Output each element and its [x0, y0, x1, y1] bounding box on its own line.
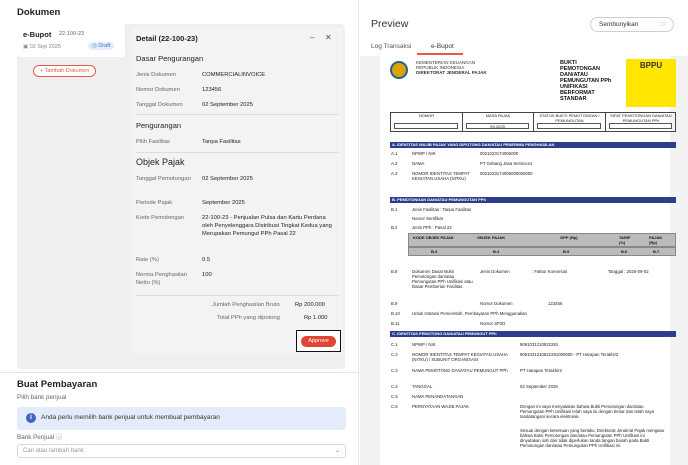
fasilitas-value: Tanpa Fasilitas	[202, 139, 241, 145]
row-value: PT Harapan Terakhir2	[520, 368, 562, 373]
garuda-logo-icon	[390, 61, 408, 79]
row-label: Jenis Fasilitas : Tanpa Fasilitas	[412, 207, 472, 212]
total-label: Total PPh yang dipotong	[217, 315, 280, 321]
dokumen-title: Dokumen	[17, 7, 61, 18]
row-label: PERNYATAAN WAJIB PAJAK	[412, 404, 469, 409]
row-no: C.3	[391, 368, 398, 373]
nomor-header: NOMOR	[418, 113, 435, 118]
row-no: C.6	[391, 404, 398, 409]
th-b5: B.5	[563, 249, 570, 254]
row-no: B.2	[391, 225, 398, 230]
pdf-viewer[interactable]	[360, 56, 688, 465]
doc-date-text: 02 Sep 2025	[29, 44, 61, 50]
kode-label: Kode Pemotongan	[136, 215, 185, 221]
nomor-input	[394, 123, 458, 129]
row-no: B.9	[391, 301, 398, 306]
row-label: NOMOR IDENTITAS TEMPAT KEGIATAN USAHA (NITKU)	[412, 171, 470, 181]
row-value: : Faktur Komersial	[532, 269, 567, 274]
bank-penjual-text: Bank Penjual	[17, 434, 55, 441]
row-no: A.3	[391, 171, 398, 176]
th-tarif: TARIF (%)	[619, 235, 631, 245]
bukti-line: UNIFIKASI	[560, 84, 588, 90]
objek-table-subheader	[408, 247, 676, 256]
doc-date	[23, 44, 61, 50]
bruto-label: Jumlah Penghasilan Bruto	[212, 302, 280, 308]
row-value: Dengan ini saya menyatakan bahwa Bukti Pemotongan dan/atau Pemungutan PPh Unifikasi telah saya isi dengan benar dan telah saya tandatangani secara elektronik.	[520, 404, 655, 419]
pilih-bank-label: Pilih bank penjual	[17, 394, 67, 401]
approve-highlight	[296, 330, 341, 352]
total-value: Rp 1.000	[304, 315, 328, 321]
pdf-page	[380, 56, 670, 465]
rate-label: Rate (%)	[136, 257, 159, 263]
row-label: NAMA PEMOTONG DAN/ATAU PEMUNGUT PPh	[412, 368, 508, 373]
row-value: 123456	[548, 301, 563, 306]
bppu-box	[626, 59, 676, 107]
fasilitas-label: Pilih Fasilitas	[136, 139, 170, 145]
section-pengurangan: Pengurangan	[136, 121, 182, 130]
doc-id: 22-100-23	[59, 31, 85, 37]
th-b7: B.7	[653, 249, 660, 254]
status-header: STATUS BUKTI PEMOTONGAN / PEMUNGUTAN	[539, 113, 600, 123]
sifat-input	[609, 123, 672, 129]
minimize-icon[interactable]: –	[310, 33, 315, 42]
status-badge-text: Draft	[98, 43, 111, 49]
preview-title: Preview	[371, 18, 409, 30]
section-objek-pajak: Objek Pajak	[136, 157, 185, 167]
row-label: NAMA	[412, 161, 425, 166]
nomor-dokumen-label: Nomor Dokumen	[136, 87, 180, 93]
bukti-line: BUKTI	[560, 60, 577, 66]
row-label: Dokumen Dasar Bukti Pemotongan dan/atau Pemungutan PPh Unifikasi atau Dasar Pemberian Fasilitas	[412, 269, 473, 289]
masa-value: 09-2025	[466, 123, 529, 129]
th-b4: B.4	[493, 249, 500, 254]
doc-name: e-Bupot	[23, 30, 52, 39]
row-no: B.10	[391, 311, 400, 316]
tanggal-pemotongan-value: 02 September 2025	[202, 176, 253, 182]
divider	[136, 114, 339, 115]
row-value: 0021023174006000	[480, 151, 519, 156]
row-label: Jenis PPh : Pasal 22	[412, 225, 452, 230]
active-tab-indicator	[417, 53, 463, 55]
bank-select[interactable]	[17, 444, 346, 458]
masa-cell	[463, 113, 534, 131]
bukti-line: PEMUNGUTAN PPh	[560, 78, 612, 84]
row-value: Tanggal : 2025-09-02	[608, 269, 649, 274]
row-no: C.1	[391, 342, 398, 347]
close-icon[interactable]: ✕	[325, 33, 332, 42]
section-c-bar: C. IDENTITAS PEMOTONG DAN/ATAU PEMUNGUT PPh	[390, 331, 676, 337]
kode-value: 22-100-23 - Penjualan Pulsa dan Kartu Perdana oleh Penyelenggara Distribusi Tingkat Kedua yang Merupakan Pemungut PPh Pasal 22	[202, 215, 332, 237]
row-label: NAMA PENANDATANGAN	[412, 394, 464, 399]
nomor-dokumen-value: 123456	[202, 87, 222, 93]
status-input	[537, 123, 601, 129]
detail-panel	[132, 28, 343, 355]
row-value: Sesuai dengan ketentuan yang berlaku, Direktorat Jenderal Pajak mengatur bahwa Bukti Pemotongan dan/atau Pemungutan PPh Unifikasi ini dinyatakan sah dan tidak diperlukan tanda tangan basah pada Bukti Pemotongan dan/atau Pemungutan PPh Unifikasi ini.	[520, 428, 665, 448]
eye-off-icon: ◌	[660, 21, 665, 28]
section-divider	[0, 372, 358, 373]
status-badge: ◷ Draft	[88, 42, 114, 50]
row-label: NPWP / NIK	[412, 151, 436, 156]
row-value: 9091031210922281	[520, 342, 559, 347]
kop-surat	[416, 60, 487, 75]
tanggal-pemotongan-label: Tanggal Pemotongan	[136, 176, 191, 182]
row-label: Jenis Dokumen	[480, 269, 510, 274]
row-no: B.1	[391, 207, 398, 212]
chevron-down-icon: ⌄	[334, 448, 340, 454]
rate-value: 0.5	[202, 257, 211, 263]
th-b3: B.3	[431, 249, 438, 254]
tanggal-dokumen-label: Tanggal Dokumen	[136, 102, 183, 108]
row-value: 02 September 2025	[520, 384, 558, 389]
jenis-dokumen-label: Jenis Dokumen	[136, 72, 176, 78]
tab-ebupot[interactable]: e-Bupot	[431, 43, 454, 50]
row-label: NOMOR IDENTITAS TEMPAT KEGIATAN USAHA (NITKU) / SUBUNIT ORGANISASI	[412, 352, 508, 362]
row-label: Untuk Instansi Pemerintah, Pembayaran PPh Menggunakan	[412, 311, 527, 316]
hide-preview-button[interactable]	[590, 17, 674, 32]
nomor-cell	[391, 113, 463, 131]
row-label: NPWP / NIK	[412, 342, 436, 347]
periode-value: September 2025	[202, 200, 245, 206]
bukti-line: PEMOTONGAN	[560, 66, 600, 72]
row-value: 9091031210922281000000 - PT Harapan Terakhir2	[520, 352, 619, 357]
info-banner	[17, 407, 346, 430]
masa-header: MASA PAJAK	[485, 113, 511, 118]
row-no: C.4	[391, 384, 398, 389]
info-icon: i	[26, 413, 36, 423]
status-cell	[534, 113, 606, 131]
detail-header: Detail (22-100-23)	[136, 34, 198, 43]
tab-log-transaksi[interactable]: Log Transaksi	[371, 43, 412, 50]
section-b-bar: B. PEMOTONGAN DAN/ATAU PEMUNGUTAN PPh	[390, 197, 676, 203]
sifat-header: SIFAT PEMOTONGAN DAN/ATAU PEMUNGUTAN PPh	[610, 113, 672, 123]
pembayaran-title: Buat Pembayaran	[17, 379, 98, 390]
th-objek: OBJEK PAJAK	[477, 235, 506, 240]
norma-value: 100	[202, 272, 212, 278]
row-label: Nomor Sertifikat	[412, 216, 443, 221]
divider	[136, 295, 339, 296]
th-dpp: DPP (Rp)	[560, 235, 578, 240]
add-document-button[interactable]: + Tambah Dokumen	[33, 65, 96, 77]
preview-panel	[358, 0, 688, 465]
bukti-line: BERFORMAT	[560, 90, 595, 96]
row-value: PT Gebang Jasa Services1	[480, 161, 533, 166]
row-label: TANGGAL	[412, 384, 433, 389]
bruto-value: Rp 200.000	[295, 302, 325, 308]
objek-table-header	[408, 233, 676, 247]
sifat-cell	[606, 113, 676, 131]
kop-line: REPUBLIK INDONESIA	[416, 65, 465, 70]
divider	[136, 152, 339, 153]
bukti-line: DAN/ATAU	[560, 72, 588, 78]
pdf-header-table	[390, 112, 676, 132]
row-no: A.2	[391, 161, 398, 166]
row-no: B.11	[391, 321, 400, 326]
bank-select-placeholder: Cari atau tambah bank	[23, 448, 84, 454]
jenis-dokumen-value: COMMERCIALINVOICE	[202, 72, 266, 78]
tanggal-dokumen-value: 02 September 2025	[202, 102, 253, 108]
bank-penjual-label	[17, 434, 62, 442]
row-value: 0021023174006000000000	[480, 171, 533, 176]
help-icon[interactable]: ⓘ	[55, 434, 63, 441]
bukti-line: STANDAR	[560, 96, 587, 102]
row-no: C.5	[391, 394, 398, 399]
info-text: Anda perlu memilih bank penjual untuk membuat pembayaran	[41, 414, 220, 421]
row-no: A.1	[391, 151, 398, 156]
row-no: B.8	[391, 269, 398, 274]
row-no: C.2	[391, 352, 398, 357]
bppu-text: BPPU	[639, 61, 663, 70]
row-label: Nomor SP2D	[480, 321, 506, 326]
kop-line: KEMENTERIAN KEUANGAN	[416, 60, 476, 65]
th-kode: KODE OBJEK PAJAK	[413, 235, 454, 240]
row-label: Nomor Dokumen	[480, 301, 513, 306]
norma-label: Norma Penghasilan Netto (%)	[136, 272, 187, 286]
section-dasar-pengurangan: Dasar Pengurangan	[136, 54, 204, 63]
section-a-bar: A. IDENTITAS WAJIB PAJAK YANG DIPOTONG DAN/ATAU PENERIMA PENGHASILAN	[390, 142, 676, 148]
approve-button[interactable]: Approve	[301, 336, 336, 347]
doc-list-item[interactable]	[17, 24, 125, 57]
bukti-title	[560, 60, 611, 102]
th-b6: B.6	[621, 249, 628, 254]
th-pajak: PAJAK (Rp)	[649, 235, 663, 245]
kop-line: DIREKTORAT JENDERAL PAJAK	[416, 70, 487, 75]
hide-label: Sembunyikan	[599, 21, 639, 28]
periode-label: Periode Pajak	[136, 200, 173, 206]
calendar-icon: ▣	[23, 44, 30, 50]
